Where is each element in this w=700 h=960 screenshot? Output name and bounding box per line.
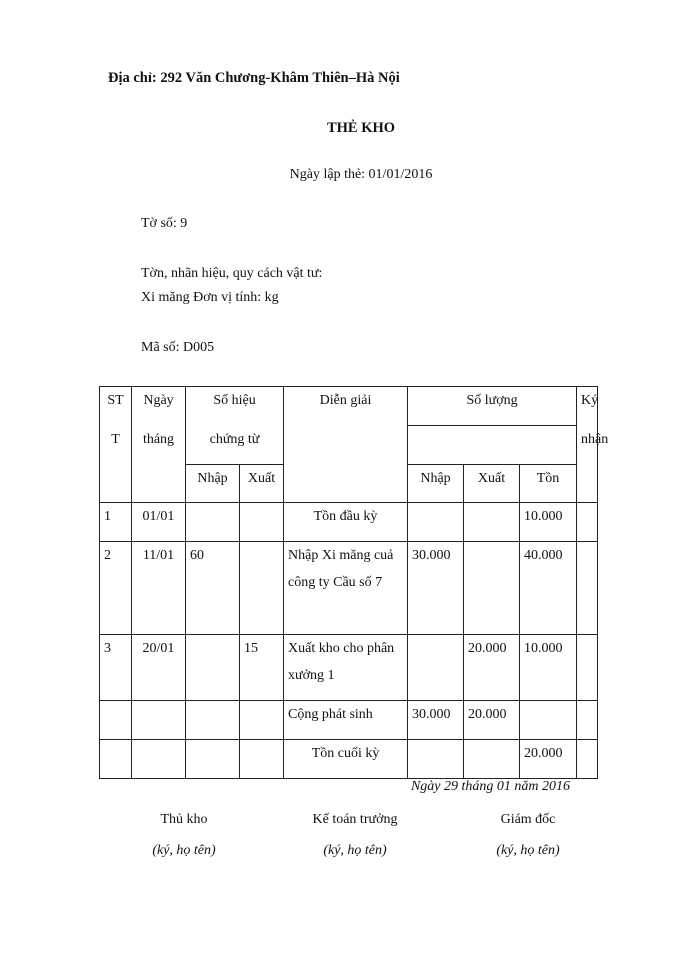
signature-note-chief-accountant: (ký, họ tên) [323,843,387,858]
cell-stt: 1 [100,503,132,542]
cell-description: Tồn cuối kỳ [284,740,408,779]
cell-sign [577,740,598,779]
cell-voucher-out [240,740,284,779]
cell-sign [577,542,598,635]
cell-qty-out [464,542,520,635]
sheet-number: Tờ số: 9 [141,216,188,231]
header-voucher-in: Nhập [186,465,240,503]
cell-stt: 2 [100,542,132,635]
header-quantity: Số lượng [408,387,577,426]
cell-qty-in: 30.000 [408,542,464,635]
cell-qty-stock: 20.000 [520,740,577,779]
header-sign-bottom: nhận [577,426,598,503]
header-row-1 [100,387,598,426]
cell-date: 20/01 [132,635,186,701]
signature-note-director: (ký, họ tên) [496,843,560,858]
header-voucher-out: Xuất [240,465,284,503]
cell-description: Xuất kho cho phân xưởng 1 [284,635,408,701]
cell-qty-in [408,740,464,779]
cell-voucher-out [240,503,284,542]
date-created: Ngày lập thẻ: 01/01/2016 [289,167,433,182]
cell-description: Nhập Xi măng cuả công ty Cầu số 7 [284,542,408,635]
cell-date: 01/01 [132,503,186,542]
cell-voucher-out [240,701,284,740]
cell-date [132,740,186,779]
cell-qty-out [464,503,520,542]
header-qty-out: Xuất [464,465,520,503]
header-qty-stock: Tồn [520,465,577,503]
cell-qty-stock: 40.000 [520,542,577,635]
cell-sign [577,503,598,542]
cell-qty-stock: 10.000 [520,635,577,701]
cell-qty-in [408,635,464,701]
stock-card-table [99,386,609,779]
cell-voucher-in: 60 [186,542,240,635]
cell-qty-out: 20.000 [464,635,520,701]
table-row [100,503,598,542]
cell-sign [577,635,598,701]
header-qty-in: Nhập [408,465,464,503]
cell-voucher-in [186,740,240,779]
cell-stt: 3 [100,635,132,701]
cell-date [132,701,186,740]
header-voucher-top: Số hiệu [186,387,284,426]
table-row [100,701,598,740]
cell-stt [100,740,132,779]
cell-qty-in: 30.000 [408,701,464,740]
table-row [100,542,598,635]
cell-voucher-out [240,542,284,635]
cell-description: Cộng phát sinh [284,701,408,740]
signature-role-director: Giám đốc [500,812,556,827]
header-stt-top: ST [100,387,132,426]
cell-sign [577,701,598,740]
cell-voucher-in [186,635,240,701]
cell-date: 11/01 [132,542,186,635]
cell-voucher-in [186,701,240,740]
table-row [100,740,598,779]
signature-role-chief-accountant: Kế toán trưởng [312,812,398,827]
header-sign-top: Ký [577,387,598,426]
header-voucher-bottom: chứng từ [186,426,284,465]
item-code: Mã số: D005 [141,340,215,355]
cell-stt [100,701,132,740]
header-stt-bottom: T [100,426,132,503]
item-unit: Xi măng Đơn vị tính: kg [141,290,279,305]
table-row [100,635,598,701]
cell-description: Tồn đầu kỳ [284,503,408,542]
item-spec-label: Tờn, nhãn hiệu, quy cách vật tư: [141,266,323,281]
cell-qty-stock: 10.000 [520,503,577,542]
header-quantity-spacer [408,426,577,465]
cell-qty-stock [520,701,577,740]
cell-qty-out [464,740,520,779]
cell-voucher-in [186,503,240,542]
company-address: Địa chỉ: 292 Văn Chương-Khâm Thiên–Hà Nội [108,70,400,86]
signature-note-storekeeper: (ký, họ tên) [152,843,216,858]
cell-voucher-out: 15 [240,635,284,701]
document-title: THẺ KHO [326,120,396,136]
cell-qty-out: 20.000 [464,701,520,740]
cell-qty-in [408,503,464,542]
header-date-bottom: tháng [132,426,186,503]
signing-date: Ngày 29 tháng 01 năm 2016 [410,779,570,794]
signature-role-storekeeper: Thủ kho [160,812,208,827]
header-date-top: Ngày [132,387,186,426]
header-description: Diễn giải [284,387,408,503]
